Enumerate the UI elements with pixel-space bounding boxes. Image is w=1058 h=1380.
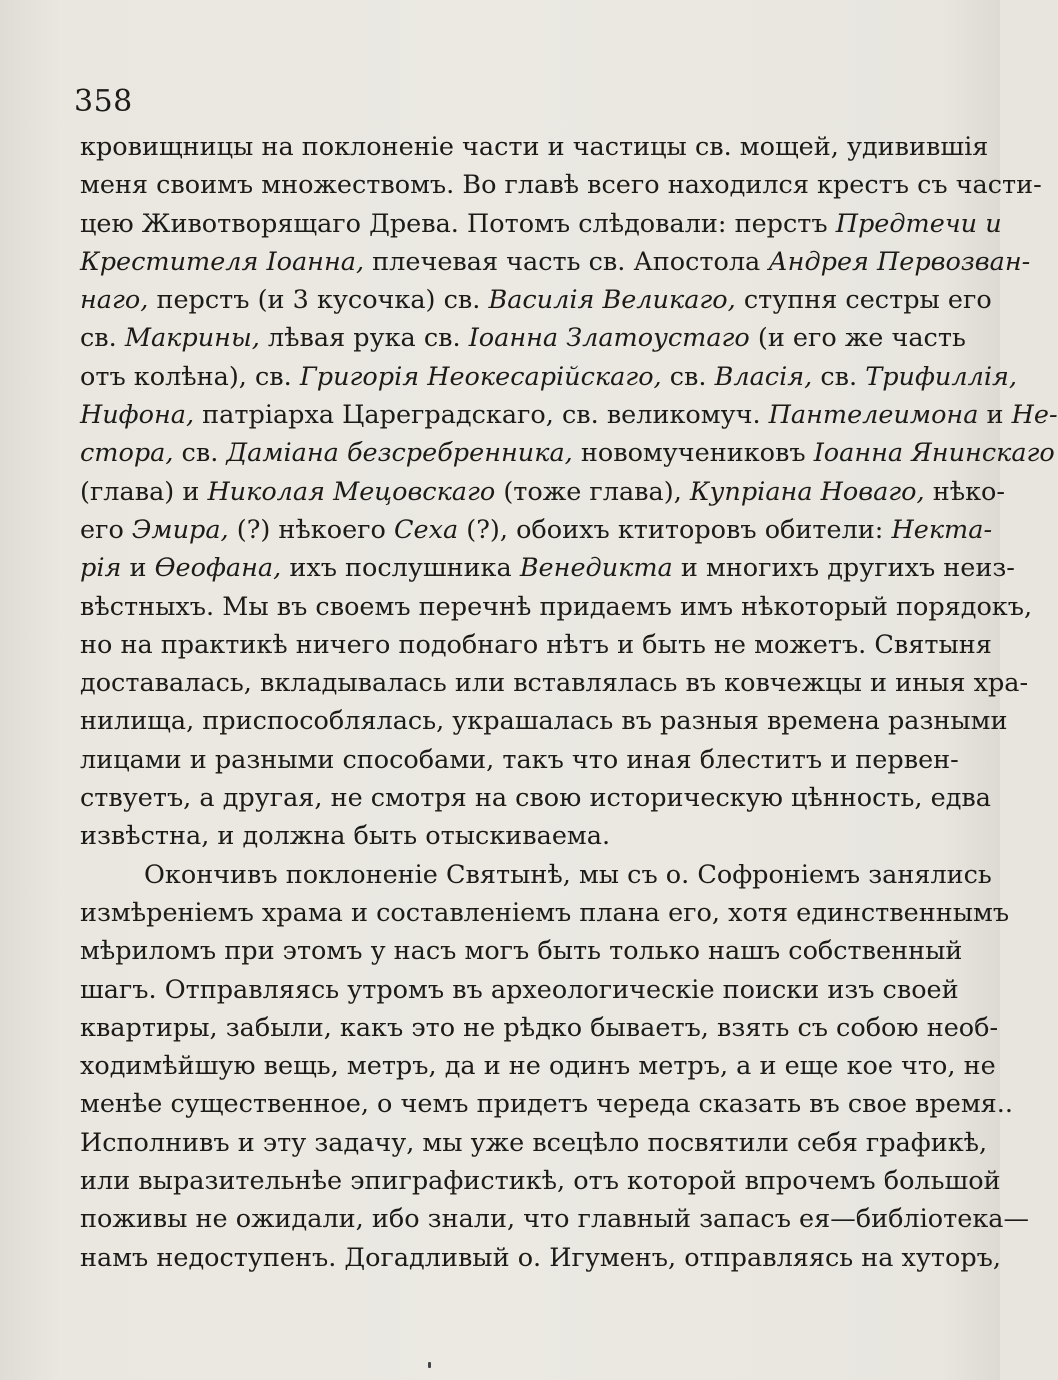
italic-name: Макрины, [124, 323, 260, 354]
text-run: (?) нѣкоего [228, 514, 394, 545]
text-run: (глава) и [80, 476, 208, 507]
paragraph [80, 856, 1029, 1277]
text-line [80, 434, 1055, 472]
text-run: и [121, 553, 155, 584]
text-run: намъ недоступенъ. Догадливый о. Игуменъ, отправляясь на хуторъ, [80, 1242, 1002, 1273]
print-speck [428, 1362, 431, 1368]
text-run: или выразительнѣе эпиграфистикѣ, отъ которой впрочемъ большой [80, 1166, 1001, 1197]
text-line [80, 549, 1015, 587]
text-run: св. [173, 438, 227, 469]
text-run: цею Животворящаго Древа. Потомъ слѣдовали: перстъ [80, 208, 836, 239]
text-run: (и его же часть [749, 323, 966, 354]
text-line [80, 243, 1031, 281]
text-run: Исполнивъ и эту задачу, мы уже всецѣло посвятили себя графикѣ, [80, 1127, 988, 1158]
text-run: менѣе существенное, о чемъ придетъ череда сказать въ свое время.. [80, 1089, 1013, 1120]
text-run: квартиры, забыли, какъ это не рѣдко бываетъ, взять съ собою необ- [80, 1012, 999, 1043]
text-line [80, 205, 1002, 243]
text-run: плечевая часть св. Апостола [364, 246, 769, 277]
italic-name: Григорія Неокесарійскаго, [299, 361, 662, 392]
text-line [80, 1239, 1002, 1277]
italic-name: Николая Мецовскаго [207, 476, 496, 507]
text-line [80, 1009, 999, 1047]
text-run: (тоже глава), [495, 476, 690, 507]
text-run: меня своимъ множествомъ. Во главѣ всего находился крестъ съ части- [80, 170, 1042, 201]
text-run: извѣстна, и должна быть отыскиваема. [80, 821, 611, 852]
text-run: св. [80, 323, 125, 354]
text-run: мѣриломъ при этомъ у насъ могъ быть только нашъ собственный [80, 936, 963, 967]
italic-name: Трифиллія, [865, 361, 1017, 392]
text-line [80, 856, 992, 894]
italic-name: Предтечи и [835, 208, 1002, 239]
text-run: св. [661, 361, 715, 392]
text-line [80, 166, 1042, 204]
text-line [80, 971, 959, 1009]
text-run: ихъ послушника [281, 553, 520, 584]
text-line [80, 1124, 988, 1162]
text-run: ствуетъ, а другая, не смотря на свою историческую цѣнность, едва [80, 783, 991, 814]
text-run: но на практикѣ ничего подобнаго нѣтъ и быть не можетъ. Святыня [80, 629, 992, 660]
italic-name: Купріана Новаго, [689, 476, 925, 507]
text-run: кровищницы на поклоненіе части и частицы св. мощей, удивившія [80, 132, 989, 162]
text-run: ступня сестры его [735, 285, 992, 316]
text-line [80, 779, 991, 817]
text-run: его [80, 514, 132, 545]
italic-name: Не- [1011, 400, 1058, 431]
text-run: новомучениковъ [572, 438, 814, 469]
text-line [80, 702, 1008, 740]
italic-name: рія [80, 553, 122, 584]
italic-name: Іоанна Златоустаго [468, 323, 750, 354]
text-run: патріарха Цареградскаго, св. великомуч. [194, 400, 769, 431]
body-text [80, 128, 1058, 1277]
italic-name: наго, [80, 285, 149, 316]
text-line [80, 1162, 1001, 1200]
text-run: измѣреніемъ храма и составленіемъ плана его, хотя единственнымъ [80, 897, 1010, 928]
text-line [80, 664, 1029, 702]
text-line [80, 626, 992, 664]
text-line [80, 473, 1006, 511]
text-run: Окончивъ поклоненіе Святынѣ, мы съ о. Софроніемъ занялись [144, 859, 992, 890]
italic-name: Василія Великаго, [488, 285, 736, 316]
italic-name: Нифона, [80, 400, 195, 431]
text-run: и многихъ другихъ неиз- [672, 553, 1015, 584]
text-run: шагъ. Отправляясь утромъ въ археологическіе поиски изъ своей [80, 974, 959, 1005]
text-line [80, 894, 1010, 932]
text-line [80, 1085, 1013, 1123]
italic-name: Пантелеимона [768, 400, 979, 431]
text-line [80, 319, 966, 357]
italic-name: Ѳеофана, [154, 553, 282, 584]
text-line [80, 128, 989, 166]
italic-name: Іоанна Янинскаго [813, 438, 1055, 469]
text-run: доставалась, вкладывалась или вставлялась въ ковчежцы и иныя хра- [80, 668, 1029, 699]
text-line [80, 358, 1017, 396]
text-run: перстъ (и 3 кусочка) св. [148, 285, 489, 316]
text-line [80, 396, 1058, 434]
text-run: лицами и разными способами, такъ что иная блеститъ и первен- [80, 744, 959, 775]
text-run: и [978, 400, 1012, 431]
text-run: нилища, приспособлялась, украшалась въ разныя времена разными [80, 706, 1008, 737]
text-line [80, 817, 922, 855]
text-run: ходимѣйшую вещь, метръ, да и не одинъ метръ, а и еще кое что, не [80, 1051, 996, 1082]
text-run: нѣко- [924, 476, 1006, 507]
text-run: св. [812, 361, 866, 392]
italic-name: Некта- [891, 514, 993, 545]
text-line [80, 741, 959, 779]
page-number: 358 [74, 84, 133, 119]
text-line [80, 932, 963, 970]
italic-name: Власія, [714, 361, 813, 392]
text-line [80, 1047, 996, 1085]
paragraph [80, 128, 1058, 856]
text-line [80, 588, 1033, 626]
italic-name: Андрея Первозван- [768, 246, 1031, 277]
italic-name: Сеха [394, 514, 459, 545]
italic-name: Эмира, [131, 514, 229, 545]
text-line [80, 511, 993, 549]
italic-name: Венедикта [519, 553, 673, 584]
italic-name: Даміана безсребренника, [226, 438, 573, 469]
italic-name: Крестителя Іоанна, [80, 246, 365, 277]
text-line [80, 281, 992, 319]
text-run: (?), обоихъ ктиторовъ обители: [458, 514, 892, 545]
italic-name: стора, [80, 438, 174, 469]
text-run: отъ колѣна), св. [80, 361, 300, 392]
text-run: лѣвая рука св. [259, 323, 469, 354]
text-run: поживы не ожидали, ибо знали, что главный запасъ ея—библіотека— [80, 1204, 1029, 1235]
text-line [80, 1200, 1029, 1238]
text-run: вѣстныхъ. Мы въ своемъ перечнѣ придаемъ имъ нѣкоторый порядокъ, [80, 591, 1033, 622]
